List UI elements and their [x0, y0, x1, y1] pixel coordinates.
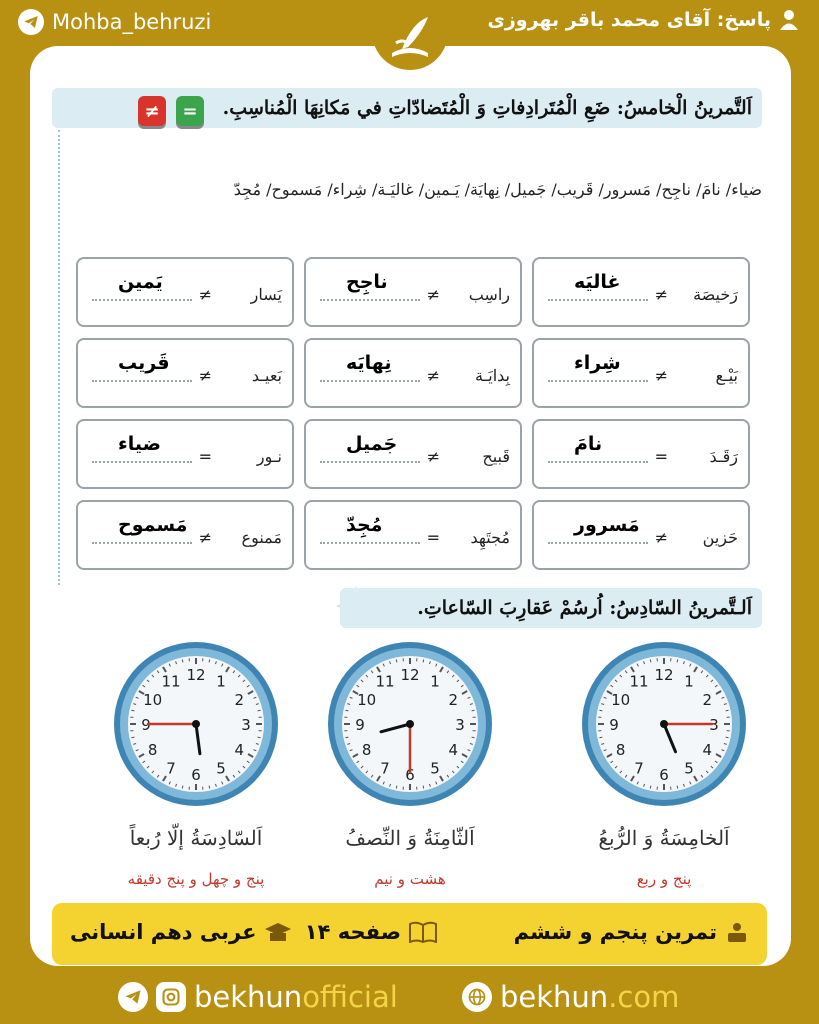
website-link[interactable]: [462, 980, 679, 1014]
clock-tick: [423, 659, 424, 662]
clock-tick: [258, 710, 261, 711]
pair-answer[interactable]: مَسموح: [118, 514, 188, 536]
answer-credit-text: پاسخ: آقای محمد باقر بهروزی: [487, 9, 771, 31]
pair-word: رَخيصَة: [693, 285, 738, 304]
book-icon: [409, 921, 437, 943]
teacher-icon: [725, 920, 749, 944]
not-equal-button[interactable]: ≠: [138, 96, 166, 126]
banner-page: صفحه ۱۴: [305, 920, 437, 944]
pair-symbol: ≠: [426, 285, 440, 304]
telegram-icon[interactable]: [118, 982, 148, 1012]
graduation-icon: [264, 921, 292, 943]
clock-number: 11: [375, 672, 395, 691]
pair-word: بِدايَـة: [474, 366, 510, 385]
exercise6-heading: [340, 588, 762, 628]
answer-line: [92, 380, 192, 382]
handle-text: Mohba_behruzi: [52, 10, 212, 34]
pair-symbol: ≠: [654, 285, 668, 304]
pair-cell: [76, 500, 294, 570]
clock-tick: [650, 659, 651, 662]
answer-line: [548, 299, 648, 301]
clock-tick: [258, 737, 261, 738]
answer-line: [320, 299, 420, 301]
pair-cell: [532, 500, 750, 570]
brand-name: bekhunofficial: [194, 980, 398, 1014]
clock-tick: [423, 786, 424, 789]
clock-number: 8: [147, 741, 158, 759]
clock-number: 9: [141, 716, 151, 734]
clock-number: 2: [702, 691, 713, 709]
clock-note: هشت و نیم: [374, 870, 446, 888]
pair-answer[interactable]: نامَ: [574, 433, 603, 455]
clock-number: 12: [186, 666, 206, 684]
clock-tick: [345, 710, 348, 711]
pair-symbol: ≠: [198, 528, 212, 547]
pair-symbol: ≠: [654, 528, 668, 547]
pairs-grid: [76, 257, 750, 570]
clock-tick: [599, 737, 602, 738]
pair-cell: [76, 257, 294, 327]
pair-symbol: ≠: [426, 366, 440, 385]
clock-number: 10: [611, 691, 631, 709]
banner-subject: عربی دهم انسانی: [70, 920, 292, 944]
clock-tick: [472, 710, 475, 711]
pair-answer[interactable]: جَميل: [346, 433, 398, 455]
divider-line: [58, 130, 60, 585]
pair-symbol: ≠: [198, 366, 212, 385]
answer-line: [548, 542, 648, 544]
pair-symbol: =: [198, 447, 212, 466]
clock-tick: [472, 737, 475, 738]
clock-number: 6: [191, 766, 201, 784]
answer-credit: [487, 9, 799, 31]
clock-number: 8: [361, 741, 372, 759]
answer-line: [92, 461, 192, 463]
answer-line: [548, 461, 648, 463]
clock-label: اَلخامِسَةُ وَ الرُّبعُ: [598, 826, 730, 850]
clock-number: 9: [609, 716, 619, 734]
pair-cell: [304, 500, 522, 570]
pair-answer[interactable]: مُجِدّ: [346, 514, 383, 536]
pair-answer[interactable]: يَمين: [118, 271, 163, 293]
clock-tick: [677, 659, 678, 662]
answer-line: [92, 542, 192, 544]
answer-line: [320, 542, 420, 544]
clock-number: 4: [702, 741, 713, 759]
info-banner: [52, 903, 767, 965]
clock-number: 4: [448, 741, 459, 759]
clock-number: 5: [684, 759, 694, 778]
pair-symbol: ≠: [426, 447, 440, 466]
clock-tick: [209, 659, 210, 662]
pair-word: مَمنوع: [241, 528, 282, 547]
clock-number: 10: [357, 691, 377, 709]
pair-cell: [532, 257, 750, 327]
exercise5-title: اَلتَّمرينُ الْخامسُ: ضَعِ الْمُتَرادِفاتِ وَ الْمُتَضادّاتِ في مَكانِهَا الْمُناسِبِ.: [222, 97, 752, 119]
clock-face[interactable]: [326, 640, 494, 808]
answer-line: [320, 461, 420, 463]
pair-symbol: =: [654, 447, 668, 466]
clock-tick: [131, 710, 134, 711]
website-text: bekhun.com: [500, 980, 680, 1014]
clock-number: 5: [216, 759, 226, 778]
clock-number: 11: [161, 672, 181, 691]
pair-word: مُجتَهِد: [470, 528, 510, 547]
clock-number: 8: [615, 741, 626, 759]
clock-tick: [650, 786, 651, 789]
pair-cell: [532, 338, 750, 408]
pair-answer[interactable]: مَسرور: [574, 514, 640, 536]
clock-number: 2: [234, 691, 245, 709]
clock-number: 1: [216, 672, 226, 691]
footer: [0, 972, 819, 1024]
answer-line: [548, 380, 648, 382]
telegram-handle[interactable]: [18, 9, 211, 35]
social-brand[interactable]: [118, 980, 398, 1014]
clock-tick: [131, 737, 134, 738]
clock-number: 5: [430, 759, 440, 778]
pair-symbol: =: [426, 528, 440, 547]
clock-tick: [396, 786, 397, 789]
clock-tick: [182, 786, 183, 789]
clock-number: 9: [355, 716, 365, 734]
clock-note: پنج و ربع: [636, 870, 692, 888]
clock-number: 1: [430, 672, 440, 691]
clock-number: 12: [654, 666, 674, 684]
clock-tick: [182, 659, 183, 662]
clock-tick: [599, 710, 602, 711]
clock-number: 3: [709, 716, 719, 734]
pair-answer[interactable]: قَريب: [118, 352, 170, 374]
clock-tick: [345, 737, 348, 738]
pair-cell: [304, 257, 522, 327]
pair-answer[interactable]: ضياء: [118, 433, 161, 455]
clock-number: 1: [684, 672, 694, 691]
pair-word: قَبيح: [482, 447, 510, 466]
pair-cell: [304, 419, 522, 489]
clock-number: 3: [241, 716, 251, 734]
pair-cell: [76, 338, 294, 408]
clock-number: 7: [166, 759, 176, 778]
word-list: ضياء/ نامَ/ ناجِح/ مَسرور/ قَريب/ جَميل/ نِهايَة/ يَـمين/ غاليَـة/ شِراء/ مَسموح/ مُجِدّ: [233, 180, 762, 199]
clock-number: 2: [448, 691, 459, 709]
exercise6-title: اَلـتَّمرينُ السّادِسُ: اُرسُمْ عَقارِبَ السّاعاتِ.: [417, 597, 752, 619]
pair-symbol: ≠: [654, 366, 668, 385]
pen-book-logo-icon: [372, 6, 448, 70]
clock-number: 6: [659, 766, 669, 784]
telegram-icon: [18, 9, 44, 35]
clock-number: 6: [405, 766, 415, 784]
clock-label: اَلثّامِنَةُ وَ النِّصفُ: [345, 826, 475, 850]
pair-word: راسِب: [468, 285, 510, 304]
pair-word: يَسار: [250, 285, 282, 304]
pair-cell: [532, 419, 750, 489]
pair-word: حَزين: [702, 528, 738, 547]
clock-number: 7: [380, 759, 390, 778]
clock-tick: [726, 710, 729, 711]
pair-answer[interactable]: نِهايَه: [346, 352, 392, 374]
pair-cell: [76, 419, 294, 489]
pair-answer[interactable]: شِراء: [574, 352, 621, 374]
equal-button[interactable]: =: [176, 96, 204, 126]
clock-number: 7: [634, 759, 644, 778]
pair-symbol: ≠: [198, 285, 212, 304]
clock-tick: [209, 786, 210, 789]
pair-word: رَقَـدَ: [709, 447, 738, 466]
pair-answer[interactable]: غاليَه: [574, 271, 621, 293]
clock-tick: [726, 737, 729, 738]
pair-cell: [304, 338, 522, 408]
clock-number: 12: [400, 666, 420, 684]
clock-center: [192, 720, 200, 728]
clock-center: [406, 720, 414, 728]
banner-exercise: تمرین پنجم و ششم: [514, 920, 749, 944]
answer-line: [320, 380, 420, 382]
clock-number: 11: [629, 672, 649, 691]
clock-center: [660, 720, 668, 728]
clock-number: 10: [143, 691, 163, 709]
pair-answer[interactable]: ناجِح: [346, 271, 388, 293]
pair-word: بَيْـع: [715, 366, 738, 385]
clock-tick: [396, 659, 397, 662]
clock-label: اَلسّادِسَةُ إلّا رُبعاً: [129, 826, 263, 850]
globe-icon: [462, 982, 492, 1012]
clock-face[interactable]: [112, 640, 280, 808]
person-icon: [779, 9, 799, 31]
pair-word: بَعيـد: [251, 366, 282, 385]
clock-tick: [677, 786, 678, 789]
pair-word: نـور: [256, 447, 282, 466]
clock-number: 3: [455, 716, 465, 734]
instagram-icon[interactable]: [156, 982, 186, 1012]
clock-face[interactable]: [580, 640, 748, 808]
clock-number: 4: [234, 741, 245, 759]
clock-note: پنج و چهل و پنج دقیقه: [127, 870, 265, 888]
answer-line: [92, 299, 192, 301]
